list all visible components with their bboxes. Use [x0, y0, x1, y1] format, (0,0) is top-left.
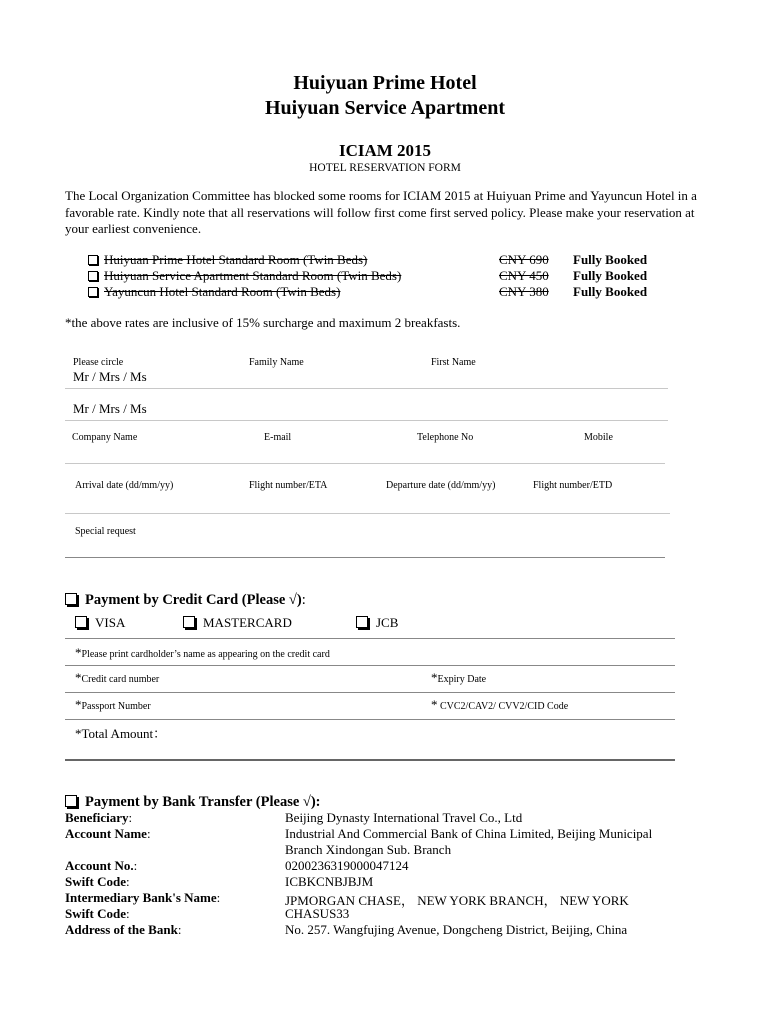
- room-name: Huiyuan Service Apartment Standard Room (Twin Beds): [104, 268, 402, 283]
- room-status: Fully Booked: [573, 268, 648, 283]
- room-option-2[interactable]: [88, 268, 647, 284]
- intermediary-bank-label: Intermediary Bank's Name:: [65, 890, 221, 905]
- checkbox-icon[interactable]: [88, 287, 98, 297]
- room-price: CNY 450: [499, 268, 549, 283]
- account-no-label: Account No.:: [65, 858, 138, 873]
- bank-address-value: No. 257. Wangfujing Avenue, Dongcheng District, Beijing, China: [285, 922, 628, 937]
- room-price: CNY 380: [499, 284, 549, 299]
- divider: [65, 513, 670, 514]
- visa-label: VISA: [95, 615, 126, 630]
- checkbox-icon[interactable]: [88, 271, 98, 281]
- room-option-1[interactable]: [88, 252, 647, 268]
- intermediary-swift-label: Swift Code:: [65, 906, 130, 921]
- divider: [65, 388, 668, 389]
- beneficiary-label: Beneficiary:: [65, 810, 133, 825]
- room-name: Huiyuan Prime Hotel Standard Room (Twin Beds): [104, 252, 368, 267]
- company-label: Company Name: [72, 432, 138, 443]
- email-label: E-mail: [264, 432, 292, 443]
- room-name: Yayuncun Hotel Standard Room (Twin Beds): [104, 284, 341, 299]
- please-circle-label: Please circle: [73, 357, 124, 368]
- visa-option[interactable]: [75, 615, 125, 631]
- flight-etd-label: Flight number/ETD: [533, 480, 613, 491]
- special-request-label: Special request: [75, 526, 136, 537]
- cvc-field[interactable]: * CVC2/CAV2/ CVV2/CID Code: [431, 697, 569, 712]
- telephone-label: Telephone No: [417, 432, 474, 443]
- account-name-label: Account Name:: [65, 826, 151, 841]
- arrival-label: Arrival date (dd/mm/yy): [75, 480, 174, 491]
- account-name-value-cont: Branch Xindongan Sub. Branch: [285, 842, 452, 857]
- checkbox-icon[interactable]: [65, 795, 77, 807]
- divider: [65, 719, 675, 720]
- guest2-title[interactable]: Mr / Mrs / Ms: [73, 401, 147, 416]
- special-request-line[interactable]: [65, 557, 665, 558]
- divider: [65, 420, 668, 421]
- form-title: HOTEL RESERVATION FORM: [309, 162, 461, 174]
- intro-paragraph: The Local Organization Committee has blocked some rooms for ICIAM 2015 at Huiyuan Prime and Yayuncun Hotel in a favorable rate. Kindly note that all reservations will follow first come first served policy. Please make your reservation at your earliest convenience.: [65, 188, 697, 236]
- room-status: Fully Booked: [573, 284, 648, 299]
- event-title: ICIAM 2015: [338, 141, 432, 160]
- swift-code-label: Swift Code:: [65, 874, 130, 889]
- hotel-title-line2: Huiyuan Service Apartment: [265, 97, 505, 119]
- intermediary-swift-value: CHASUS33: [285, 906, 350, 921]
- checkbox-icon[interactable]: [88, 255, 98, 265]
- cardholder-name-field[interactable]: *Please print cardholder’s name as appearing on the credit card: [75, 645, 330, 660]
- divider: [65, 665, 675, 666]
- account-name-value: Industrial And Commercial Bank of China Limited, Beijing Municipal: [285, 826, 653, 841]
- hotel-title-line1: Huiyuan Prime Hotel: [293, 72, 477, 94]
- checkbox-icon[interactable]: [183, 616, 195, 628]
- checkbox-icon[interactable]: [75, 616, 87, 628]
- mobile-label: Mobile: [584, 432, 613, 443]
- family-name-label: Family Name: [249, 357, 304, 368]
- jcb-label: JCB: [376, 615, 399, 630]
- divider: [65, 692, 675, 693]
- passport-number-field[interactable]: *Passport Number: [75, 697, 151, 712]
- room-status: Fully Booked: [573, 252, 648, 267]
- swift-code-value: ICBKCNBJBJM: [285, 874, 374, 889]
- mastercard-option[interactable]: [183, 615, 292, 631]
- room-option-3[interactable]: [88, 284, 647, 300]
- expiry-date-field[interactable]: *Expiry Date: [431, 670, 487, 685]
- bank-transfer-section-heading: Payment by Bank Transfer (Please √):: [65, 794, 321, 811]
- account-no-value: 0200236319000047124: [285, 858, 409, 873]
- intermediary-bank-value: JPMORGAN CHASE， NEW YORK BRANCH， NEW YORK: [285, 893, 629, 908]
- divider: [65, 638, 675, 639]
- flight-eta-label: Flight number/ETA: [249, 480, 328, 491]
- jcb-option[interactable]: [356, 615, 398, 631]
- rates-note: *the above rates are inclusive of 15% surcharge and maximum 2 breakfasts.: [65, 315, 461, 330]
- card-number-field[interactable]: *Credit card number: [75, 670, 160, 685]
- bank-address-label: Address of the Bank:: [65, 922, 182, 937]
- checkbox-icon[interactable]: [65, 593, 77, 605]
- guest1-title[interactable]: Mr / Mrs / Ms: [73, 369, 147, 384]
- mastercard-label: MASTERCARD: [203, 615, 292, 630]
- first-name-label: First Name: [431, 357, 476, 368]
- beneficiary-value: Beijing Dynasty International Travel Co., Ltd: [285, 810, 523, 825]
- divider: [65, 463, 665, 464]
- total-amount-line: [65, 759, 675, 761]
- departure-label: Departure date (dd/mm/yy): [386, 480, 496, 491]
- room-price: CNY 690: [499, 252, 549, 267]
- total-amount-field[interactable]: *Total Amount：: [75, 726, 167, 741]
- checkbox-icon[interactable]: [356, 616, 368, 628]
- credit-card-section-heading: Payment by Credit Card (Please √):: [65, 592, 306, 609]
